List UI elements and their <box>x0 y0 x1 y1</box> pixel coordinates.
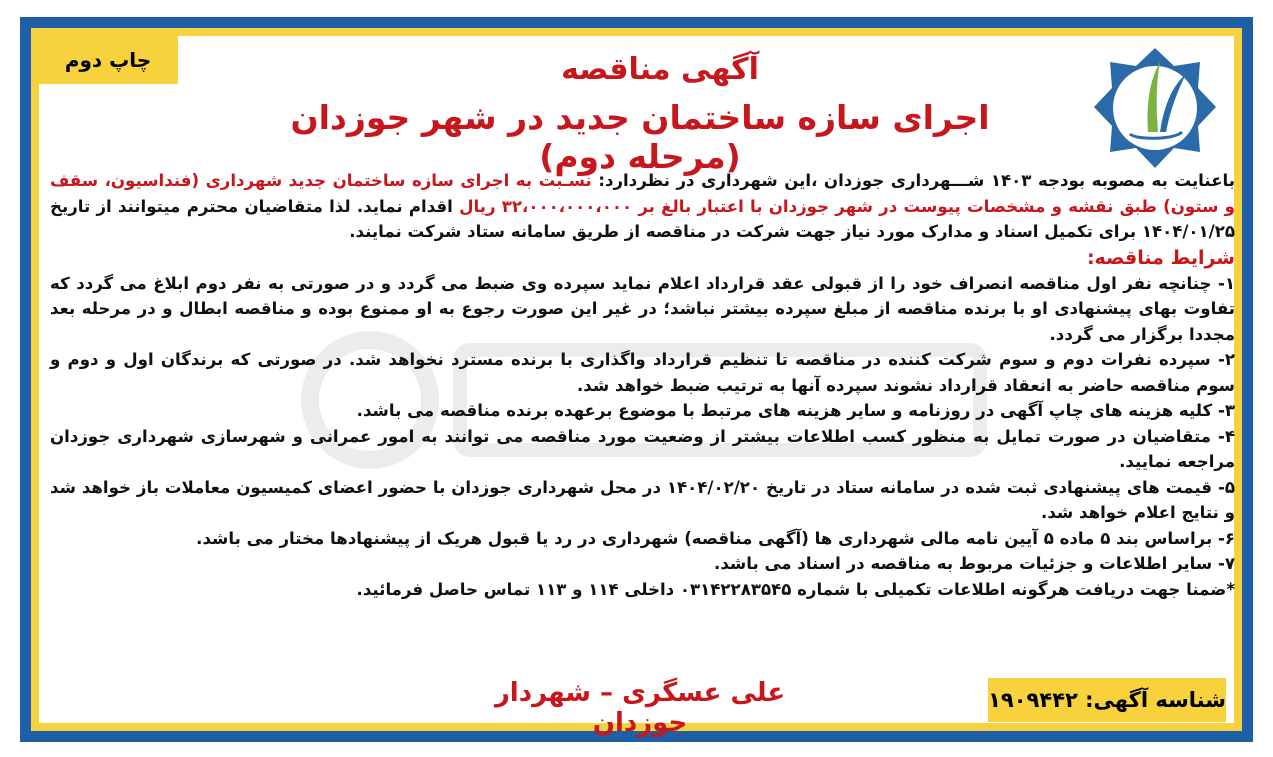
intro-highlight: نسـبت به اجرای سازه ساختمان جدید شهرداری (فنداسیون، سقف و ستون) طبق نقشه و مشخصات پیوست در شهر جوزدان با اعتبار بالغ بر ۳۲،۰۰۰،۰۰۰،۰۰۰ ریال <box>50 171 1235 216</box>
condition-item: ۳- کلیه هزینه های چاپ آگهی در روزنامه و سایر هزینه های مرتبط با موضوع برعهده برنده مناقصه می باشد. <box>356 401 1235 420</box>
intro-part-3: اقدام نماید. لذا متقاضیان محترم میتوانند از تاریخ ۱۴۰۴/۰۱/۲۵ برای تکمیل اسناد و مدارک مورد نیاز جهت شرکت در مناقصه از طریق سامانه ستاد شرکت نمایند. <box>50 196 1235 241</box>
condition-item: ۲- سپرده نفرات دوم و سوم شرکت کننده در مناقصه تا تنظیم قرارداد واگذاری با برنده مسترد نخواهد شد. در صورتی که برندگان اول و دوم و سوم مناقصه حاضر به انعقاد قرارداد نشوند سپرده آنها به ترتیب ضبط خواهد شد. <box>50 350 1235 395</box>
condition-item: ۶- براساس بند ۵ ماده ۵ آیین نامه مالی شهرداری ها (آگهی مناقصه) شهرداری در رد یا قبول هریک از پیشنهادها مختار می باشد. <box>196 528 1235 548</box>
notice-title: آگهی مناقصه <box>561 52 759 87</box>
condition-item: ۴- متقاضیان در صورت تمایل به منظور کسب اطلاعات بیشتر از وضعیت مورد مناقصه می توانند به امور عمرانی و شهرسازی شهرداری جوزدان مراجعه نمایید. <box>50 426 1235 471</box>
ad-id-value: ۱۹۰۹۴۴۲ <box>988 688 1078 712</box>
ad-id-badge <box>988 678 1226 722</box>
condition-item: ۱- چنانچه نفر اول مناقصه انصراف خود را از قبولی عقد قرارداد اعلام نماید سپرده وی ضبط می گردد و در صورتی به نفر دوم ابلاغ می گردد که تفاوت بهای پیشنهادی او با برنده مناقصه از مبلغ سپرده بیشتر نباشد؛ در غیر این صورت رجوع به او ممنوع بوده و مناقصه ابطال و در مرحله بعد مجددا برگزار می گردد. <box>50 273 1235 344</box>
municipality-logo-icon <box>1090 44 1220 174</box>
signature: علی عسگری – شهردار جوزدان <box>494 678 786 738</box>
conditions-heading: شرایط مناقصه: <box>1086 246 1235 269</box>
ad-id-label: شناسه آگهی: <box>1085 688 1226 712</box>
intro-paragraph <box>50 168 1235 245</box>
condition-item: ۷- سایر اطلاعات و جزئیات مربوط به مناقصه در اسناد می باشد. <box>714 554 1235 573</box>
intro-part-1: باعنایت به مصوبه بودجه ۱۴۰۳ شـــهرداری جوزدان ،این شهرداری در نظردارد: <box>591 171 1235 190</box>
notice-body <box>50 168 1235 602</box>
contact-note: *ضمنا جهت دریافت هرگونه اطلاعات تکمیلی با شماره ۰۳۱۴۲۲۸۳۵۴۵ داخلی ۱۱۴ و ۱۱۳ تماس حاصل فرمائید. <box>356 579 1235 599</box>
notice-subtitle: اجرای سازه ساختمان جدید در شهر جوزدان (مرحله دوم) <box>290 98 990 176</box>
print-edition-badge: چاپ دوم <box>38 36 178 84</box>
condition-item: ۵- قیمت های پیشنهادی ثبت شده در سامانه ستاد در تاریخ ۱۴۰۴/۰۲/۲۰ در محل شهرداری جوزدان با حضور اعضای کمیسیون معاملات باز خواهد شد و نتایج اعلام خواهد شد. <box>50 477 1235 522</box>
